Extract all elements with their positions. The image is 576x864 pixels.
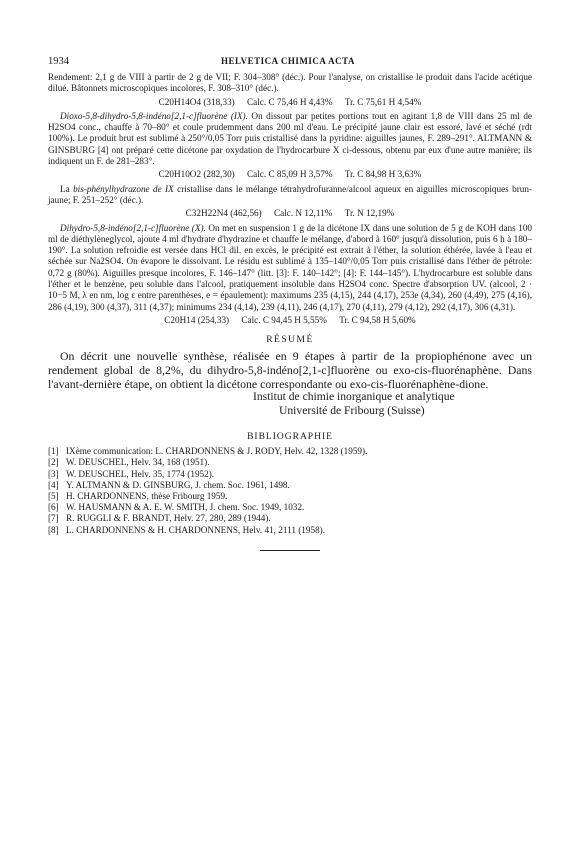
formula: C20H14 (254,33) <box>164 314 230 325</box>
calc-values: Calc. C 85,09 H 3,57% <box>247 169 333 180</box>
institution-line-1: Institut de chimie inorganique et analytique <box>253 390 455 404</box>
paragraph-rendement: Rendement: 2,1 g de VIII à partir de 2 g de VII; F. 304–308° (déc.). Pour l'analyse, on cristallise le produit dans l'acide acétique dilué. Bâtonnets microscopiques incolores, F. 308–310° (déc.). <box>48 72 532 94</box>
bibliography-heading: BIBLIOGRAPHIE <box>247 432 333 443</box>
formula: C20H14O4 (318,33) <box>158 96 235 107</box>
article-body <box>48 72 532 551</box>
reference-item <box>48 446 532 457</box>
calc-values: Calc. C 94,45 H 5,55% <box>241 314 327 325</box>
paragraph-text: On dissout par petites portions tout en agitant 1,8 de VIII dans 25 ml de H2SO4 conc., chauffe à 70–80° et coule prudemment dans 200 ml d'eau. Le précipité jaune clair est essoré, lavé et séché (rdt 100%). Le produit brut est sublimé à 250°/0,05 Torr puis cristallisé dans la pyridine: aiguilles jaunes, F. 289–291°. ALTMANN & GINSBURG [4] ont préparé cette dicétone par oxydation de l'hydrocarbure X ci-dessous, obtenu par eux d'une autre manière; ils indiquent un F. de 281–283°. <box>48 110 532 167</box>
page-number: 1934 <box>48 56 69 67</box>
analysis-line-hydrazone <box>48 208 532 219</box>
reference-text: H. CHARDONNENS, thèse Fribourg 1959. <box>66 491 228 502</box>
compound-title: Dioxo-5,8-dihydro-5,8-indéno[2,1-c]fluorène (IX). <box>60 110 248 121</box>
reference-number: [2] <box>48 457 59 468</box>
reference-item <box>48 525 532 536</box>
analysis-line-x <box>48 315 532 326</box>
reference-text: Y. ALTMANN & D. GINSBURG, J. chem. Soc. 1961, 1498. <box>66 479 290 490</box>
found-values: Tr. C 75,61 H 4,54% <box>344 96 422 107</box>
end-rule <box>260 550 320 551</box>
formula: C20H10O2 (282,30) <box>158 169 235 180</box>
reference-item <box>48 469 532 480</box>
reference-item <box>48 513 532 524</box>
reference-text: W. DEUSCHEL, Helv. 34, 168 (1951). <box>66 457 210 468</box>
analysis-line-viii <box>48 97 532 108</box>
reference-text: W. HAUSMANN & A. E. W. SMITH, J. chem. Soc. 1949, 1032. <box>66 502 305 513</box>
resume-heading: RÉSUMÉ <box>266 335 314 346</box>
paragraph-hydrazone <box>48 184 532 207</box>
found-values: Tr. C 84,98 H 3,63% <box>344 169 422 180</box>
institution-line-2: Université de Fribourg (Suisse) <box>279 404 425 418</box>
reference-text: W. DEUSCHEL, Helv. 35, 1774 (1952). <box>66 468 215 479</box>
compound-title: Dihydro-5,8-indéno[2,1-c]fluorène (X). <box>60 222 206 233</box>
reference-item <box>48 491 532 502</box>
reference-text: L. CHARDONNENS & H. CHARDONNENS, Helv. 41, 2111 (1958). <box>66 524 326 535</box>
reference-text: IXème communication: L. CHARDONNENS & J. RODY, Helv. 42, 1328 (1959). <box>66 446 368 457</box>
paragraph-dioxo <box>48 111 532 167</box>
reference-item <box>48 457 532 468</box>
reference-number: [3] <box>48 468 59 479</box>
compound-title: bis-phénylhydrazone de IX <box>73 183 174 194</box>
reference-number: [8] <box>48 524 59 535</box>
reference-list <box>48 446 532 536</box>
reference-text: R. RUGGLI & F. BRANDT, Helv. 27, 280, 289 (1944). <box>66 513 271 524</box>
page-header <box>48 56 528 72</box>
found-values: Tr. N 12,19% <box>344 208 395 219</box>
reference-number: [1] <box>48 446 59 457</box>
paragraph-text: On met en suspension 1 g de la dicétone IX dans une solution de 5 g de KOH dans 100 ml de diéthylèneglycol, ajoute 4 ml d'hydrate d'hydrazine et chauffe le mélange, d'abord à 160° jusqu'à dissolution, puis 6 h à 180–190°. La solution refroidie est versée dans HCl dil. en excès, le précipité est extrait à l'éther, la solution éthérée, lavée à l'eau et séchée sur Na2SO4. On évapore le dissolvant. Le résidu est sublimé à 135–140°/0,05 Torr puis cristallisé dans l'éther de pétrole: 0,72 g (80%). Aiguilles presque incolores, F. 146–147° (litt. [3]: F. 140–142°; [4]: F. 144–145°). L'hydrocarbure est soluble dans l'éther et le benzène, peu soluble dans l'alcool, pratiquement insoluble dans H2SO4 conc. Spectre d'absorption UV. (alcool, 2 · 10−5 M, λ en nm, log ε entre parenthèses, e = épaulement): maximums 235 (4,15), 244 (4,17), 253e (4,34), 260 (4,49), 275 (4,16), 286 (4,19), 300 (4,37), 311 (4,37); minimums 234 (4,14), 239 (4,11), 246 (4,17), 270 (4,11), 279 (4,12), 292 (4,17), 306 (4,31). <box>48 222 533 312</box>
paragraph-dihydro <box>48 223 532 313</box>
calc-values: Calc. N 12,11% <box>274 208 333 219</box>
reference-number: [7] <box>48 513 59 524</box>
journal-title: HELVETICA CHIMICA ACTA <box>220 56 356 66</box>
reference-item <box>48 480 532 491</box>
institution <box>253 390 532 418</box>
calc-values: Calc. C 75,46 H 4,43% <box>247 96 333 107</box>
paragraph-prefix: La <box>60 183 74 194</box>
reference-number: [4] <box>48 479 59 490</box>
reference-number: [5] <box>48 491 59 502</box>
found-values: Tr. C 94,58 H 5,60% <box>339 314 416 325</box>
reference-number: [6] <box>48 502 59 513</box>
paragraph-text: cristallise dans le mélange tétrahydrofuranne/alcool aqueux en aiguilles microscopiques brun-jaune; F. 251–252° (déc.). <box>48 183 533 205</box>
resume-text: On décrit une nouvelle synthèse, réalisée en 9 étapes à partir de la propiophénone avec un rendement global de 8,2%, du dihydro-5,8-indéno[2,1-c]fluorène ou exo-cis-fluorénaphène. Dans l'avant-dernière étape, on obtient la dicétone correspondante ou exo-cis-fluorénaphène-dione. <box>48 349 532 392</box>
analysis-line-ix <box>48 169 532 180</box>
formula: C32H22N4 (462,56) <box>185 208 262 219</box>
reference-item <box>48 502 532 513</box>
